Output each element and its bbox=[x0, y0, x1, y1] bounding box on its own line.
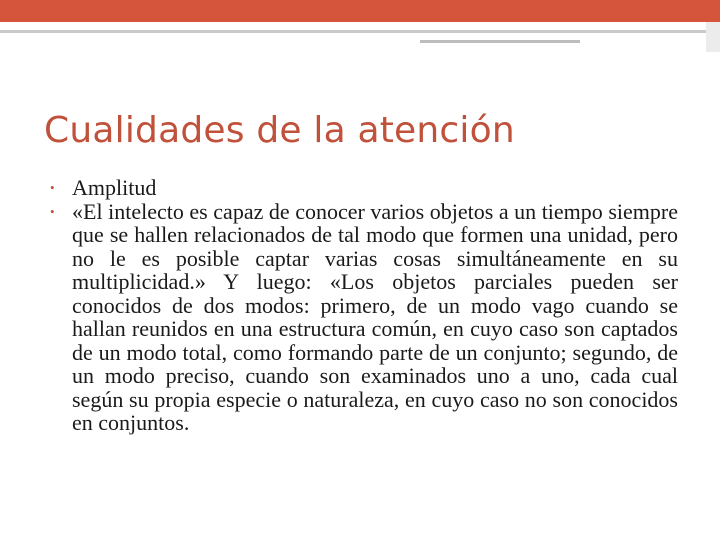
slide-title: Cualidades de la atención bbox=[44, 110, 515, 151]
bullet-item-quote bbox=[50, 200, 678, 435]
header-accent-bar bbox=[0, 0, 720, 22]
bullet-icon: • bbox=[50, 203, 55, 219]
decorative-strip bbox=[706, 22, 720, 52]
header-accent-line bbox=[420, 40, 580, 43]
bullet-item-amplitud bbox=[50, 176, 678, 200]
bullet-icon: • bbox=[50, 180, 55, 195]
quote-text: «El intelecto es capaz de conocer varios objetos a un tiempo siempre que se hallen relacionados de tal modo que formen una unidad, pero no le es posible captar varias cosas simultáneamente en su multiplicidad.» Y luego: «Los objetos parciales pueden ser conocidos de dos modos: primero, de un modo vago cuando se hallan reunidos en una estructura común, en cuyo caso son captados de un modo total, como formando parte de un conjunto; segundo, de un modo preciso, cuando son examinados uno a uno, cada cual según su propia especie o naturaleza, en cuyo caso no son conocidos en conjuntos. bbox=[72, 198, 678, 435]
slide-body bbox=[50, 176, 678, 435]
header-divider bbox=[0, 30, 720, 33]
bullet-text: Amplitud bbox=[72, 175, 157, 200]
